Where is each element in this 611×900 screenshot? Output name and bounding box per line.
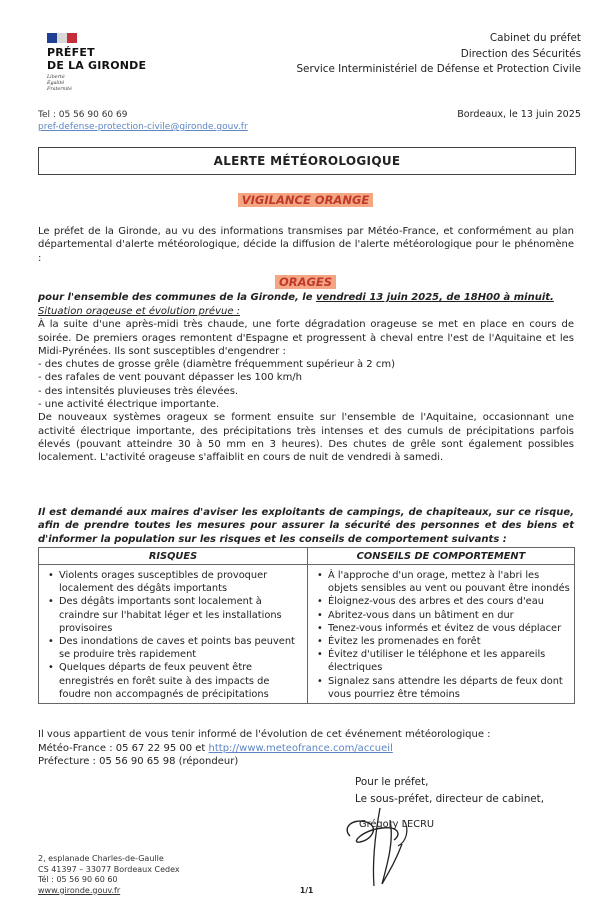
prefecture-phone: Préfecture : 05 56 90 65 98 (répondeur) bbox=[38, 756, 239, 767]
contact-email-link[interactable]: pref-defense-protection-civile@gironde.gouv.fr bbox=[38, 122, 248, 132]
flag-blue-stripe bbox=[47, 33, 57, 43]
table-header-row bbox=[39, 548, 575, 565]
office-line2: Direction des Sécurités bbox=[460, 47, 581, 60]
footer-phone: Tél : 05 56 90 60 60 bbox=[38, 875, 118, 884]
republic-logo-flag bbox=[47, 33, 77, 43]
risks-cell bbox=[39, 565, 308, 704]
situation-section bbox=[38, 305, 574, 465]
signatory-name: Grégory LECRU bbox=[359, 819, 435, 830]
situation-bullet: - des rafales de vent pouvant dépasser les 100 km/h bbox=[38, 372, 303, 384]
page-number: 1/1 bbox=[300, 886, 314, 895]
table-row bbox=[39, 565, 575, 704]
scope-line bbox=[38, 291, 574, 304]
place-date: Bordeaux, le 13 juin 2025 bbox=[457, 109, 581, 120]
closing-block bbox=[38, 728, 574, 769]
contact-block bbox=[38, 109, 248, 133]
prefecture-logo bbox=[47, 46, 146, 93]
situation-heading: Situation orageuse et évolution prévue : bbox=[38, 306, 241, 317]
title-box bbox=[38, 147, 576, 175]
signature-line2: Le sous-préfet, directeur de cabinet, bbox=[355, 793, 545, 805]
risk-advice-table bbox=[38, 547, 575, 704]
scope-date: vendredi 13 juin 2025, de 18H00 à minuit. bbox=[315, 292, 554, 303]
office-line3: Service Interministériel de Défense et Protection Civile bbox=[296, 63, 581, 75]
closing-line1: Il vous appartient de vous tenir informé de l'évolution de cet événement météorologique : bbox=[38, 729, 491, 740]
intro-paragraph: Le préfet de la Gironde, au vu des informations transmises par Météo-France, et conformément au plan départemental d'alerte météorologique, décide la diffusion de l'alerte météorologique pour le phénomène : bbox=[38, 226, 574, 264]
scope-prefix: pour l'ensemble des communes de la Gironde, le bbox=[38, 292, 316, 303]
advice-item: • À l'approche d'un orage, mettez à l'abri les objets sensibles au vent ou pouvant être inondés bbox=[328, 569, 570, 595]
logo-line2: DE LA GIRONDE bbox=[47, 59, 147, 72]
phenomenon-banner bbox=[0, 275, 611, 289]
footer-address2: CS 41397 – 33077 Bordeaux Cedex bbox=[38, 864, 180, 874]
signature-line1: Pour le préfet, bbox=[355, 776, 429, 788]
meteo-link[interactable]: http://www.meteofrance.com/accueil bbox=[208, 742, 393, 754]
advice-item: • Signalez sans attendre les départs de feux dont vous pourriez être témoins bbox=[328, 675, 570, 701]
advice-item: • Évitez d'utiliser le téléphone et les appareils électriques bbox=[328, 648, 570, 674]
risks-header: RISQUES bbox=[39, 548, 308, 565]
vigilance-banner bbox=[0, 193, 611, 207]
motto-liberte: Liberté bbox=[47, 75, 65, 80]
risk-item: • Quelques départs de feux peuvent être enregistrés en forêt suite à des impacts de foudre non accompagnés de précipitations bbox=[59, 661, 303, 701]
situation-paragraph-2: De nouveaux systèmes orageux se forment ensuite sur l'ensemble de l'Aquitaine, occasionnant une activité électrique importante, des précipitations très intenses et des cumuls de précipitations parfois élevés (pouvant atteindre 30 à 50 mm en 3 heures). Des chutes de grêle sont également possibles localement. L'activité orageuse s'affaiblit en cours de nuit de vendredi à samedi. bbox=[38, 412, 574, 464]
vigilance-level: VIGILANCE ORANGE bbox=[238, 193, 374, 207]
meteo-phone: Météo-France : 05 67 22 95 00 et bbox=[38, 742, 209, 754]
advice-item: • Évitez les promenades en forêt bbox=[328, 635, 570, 648]
motto-fraternite: Fraternité bbox=[47, 87, 72, 92]
situation-bullet: - des chutes de grosse grêle (diamètre fréquemment supérieur à 2 cm) bbox=[38, 359, 395, 371]
flag-red-stripe bbox=[67, 33, 77, 43]
situation-paragraph-1: À la suite d'une après-midi très chaude, une forte dégradation orageuse se met en place en cours de soirée. De premiers orages remontent d'Espagne et progressent à cheval entre l'est de l'Aquitaine et les Midi-Pyrénées. Ils sont susceptibles d'engendrer : bbox=[38, 319, 574, 357]
footer-address bbox=[38, 854, 180, 896]
advice-item: • Éloignez-vous des arbres et des cours d'eau bbox=[328, 595, 570, 608]
footer-website-link[interactable]: www.gironde.gouv.fr bbox=[38, 885, 121, 895]
advice-list bbox=[312, 569, 570, 701]
risk-item: • Violents orages susceptibles de provoquer localement des dégâts importants bbox=[59, 569, 303, 595]
meteo-line bbox=[38, 742, 574, 756]
page-title: ALERTE MÉTÉOROLOGIQUE bbox=[213, 154, 401, 168]
handwritten-signature bbox=[332, 800, 472, 890]
flag-white-stripe bbox=[57, 33, 67, 43]
advice-item: • Tenez-vous informés et évitez de vous déplacer bbox=[328, 622, 570, 635]
phenomenon-label: ORAGES bbox=[275, 275, 336, 289]
office-line1: Cabinet du préfet bbox=[489, 32, 581, 44]
contact-phone: Tel : 05 56 90 60 69 bbox=[38, 110, 128, 120]
situation-bullet: - une activité électrique importante. bbox=[38, 399, 220, 411]
risk-item: • Des dégâts importants sont localement à craindre sur l'habitat léger et les installations provisoires bbox=[59, 595, 303, 635]
advice-cell bbox=[308, 565, 575, 704]
advice-item: • Abritez-vous dans un bâtiment en dur bbox=[328, 609, 570, 622]
logo-line1: PRÉFET bbox=[47, 46, 95, 59]
footer-address1: 2, esplanade Charles-de-Gaulle bbox=[38, 854, 164, 863]
advice-header: CONSEILS DE COMPORTEMENT bbox=[308, 548, 575, 565]
situation-bullet: - des intensités pluvieuses très élevées. bbox=[38, 385, 239, 397]
office-header bbox=[296, 31, 581, 78]
risk-item: • Des inondations de caves et points bas peuvent se produire très rapidement bbox=[59, 635, 303, 661]
risks-list bbox=[43, 569, 303, 701]
mayors-request: Il est demandé aux maires d'aviser les exploitants de campings, de chapiteaux, sur ce risque, afin de prendre toutes les mesures pour assurer la sécurité des personnes et des biens et d'informer la population sur les risques et les conseils de comportement suivants : bbox=[38, 507, 574, 545]
motto-egalite: Égalité bbox=[47, 81, 65, 86]
